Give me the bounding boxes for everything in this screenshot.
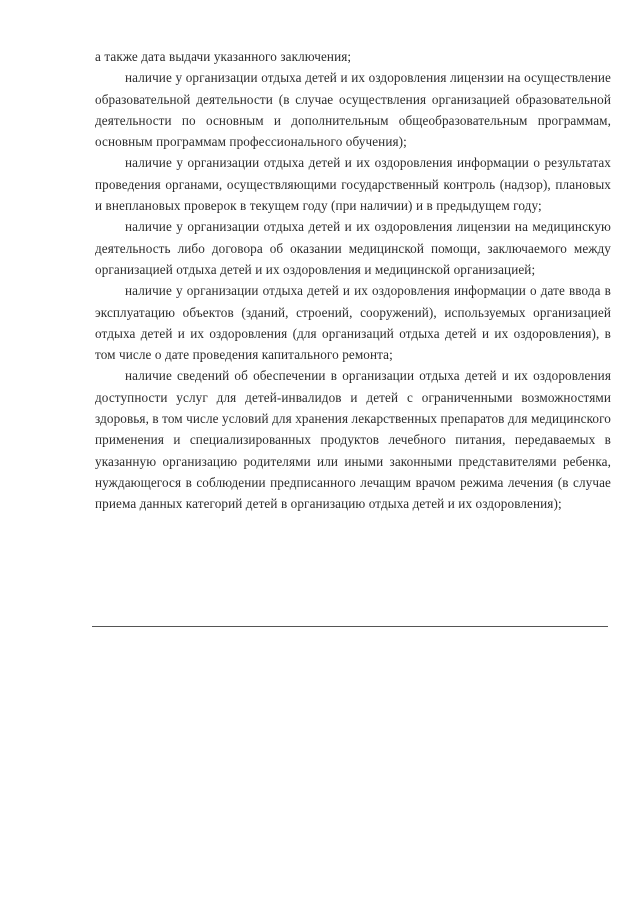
paragraph-inspection-results: наличие у организации отдыха детей и их оздоровления информации о результатах проведения органами, осуществляющими государственный контроль (надзор), плановых и внеплановых проверок в текущем году (при наличии) и в предыдущем году;: [95, 155, 611, 214]
bottom-divider: [92, 626, 608, 627]
paragraph-accessibility: наличие сведений об обеспечении в организации отдыха детей и их оздоровления доступности услуг для детей-инвалидов и детей с ограниченными возможностями здоровья, в том числе условий для хранения лекарственных препаратов для медицинского применения и специализированных продуктов лечебного питания, передаваемых в указанную организацию родителями или иными законными представителями ребенка, нуждающегося в соблюдении предписанного лечащим врачом режима лечения (в случае приема данных категорий детей в организацию отдыха детей и их оздоровления);: [95, 368, 611, 512]
paragraph-continuation: а также дата выдачи указанного заключения;: [95, 49, 352, 64]
document-body: [95, 46, 611, 515]
paragraph-commissioning-date: наличие у организации отдыха детей и их оздоровления информации о дате ввода в эксплуатацию объектов (зданий, строений, сооружений), используемых организацией отдыха детей и их оздоровления (для организаций отдыха детей и их оздоровления), в том числе о дате проведения капитального ремонта;: [95, 283, 611, 363]
paragraph-education-license: наличие у организации отдыха детей и их оздоровления лицензии на осуществление образовательной деятельности (в случае осуществления организацией образовательной деятельности по основным и дополнительным общеобразовательным программам, основным программам профессионального обучения);: [95, 70, 611, 150]
paragraph-medical-license: наличие у организации отдыха детей и их оздоровления лицензии на медицинскую деятельность либо договора об оказании медицинской помощи, заключаемого между организацией отдыха детей и их оздоровления и медицинской организацией;: [95, 219, 611, 277]
